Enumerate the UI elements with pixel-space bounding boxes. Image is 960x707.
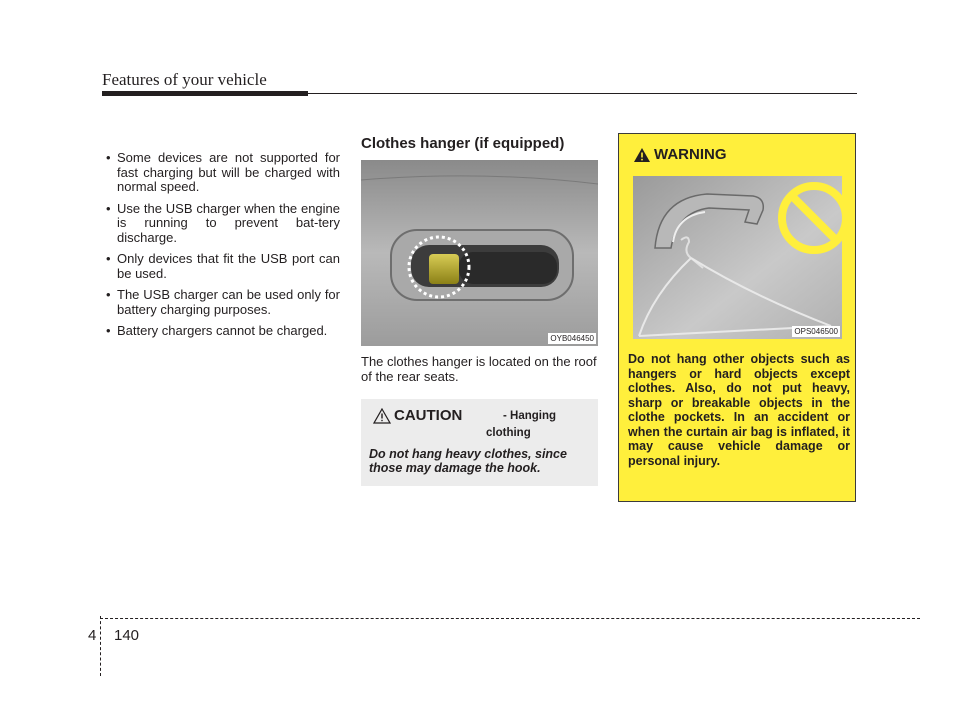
caution-text: Do not hang heavy clothes, since those may damage the hook. — [369, 447, 567, 475]
usb-note-item: • Use the USB charger when the engine is running to prevent bat-tery discharge. — [102, 202, 340, 246]
page-number: 140 — [114, 627, 140, 644]
footer-divider — [100, 616, 101, 676]
hanger-on-hook-illustration — [633, 176, 842, 339]
warning-text: Do not hang other objects such as hangers or hard objects except clothes. Also, do not put heavy, sharp or breakable objects in the clothe pockets. In an accident or when the curtain air bag is inflated, it may cause vehicle damage or personal injury. — [628, 352, 850, 468]
usb-note-item: • The USB charger can be used only for battery charging purposes. — [102, 288, 340, 317]
photo-code: OPS046500 — [794, 327, 838, 336]
chapter-number: 4 — [88, 627, 97, 644]
warning-triangle-icon — [633, 147, 651, 163]
footer-rule — [100, 618, 920, 619]
caution-subtitle: clothing — [486, 427, 531, 439]
section-title: Clothes hanger (if equipped) — [361, 135, 565, 152]
caution-box — [361, 399, 598, 486]
clothes-hanger-illustration — [361, 160, 598, 346]
warning-box — [618, 133, 856, 502]
usb-note-item: • Battery chargers cannot be charged. — [102, 324, 340, 339]
caution-triangle-icon — [373, 408, 391, 424]
caution-subtitle: - Hanging — [503, 410, 557, 422]
clothes-hanger-photo — [361, 160, 598, 346]
page-header-title: Features of your vehicle — [102, 70, 267, 89]
usb-note-item: • Only devices that fit the USB port can be used. — [102, 252, 340, 281]
clothes-hanger-description: The clothes hanger is located on the roof of the rear seats. — [361, 354, 597, 384]
photo-code: OYB046450 — [550, 334, 594, 343]
header-rule — [102, 93, 857, 94]
usb-note-item: • Some devices are not supported for fast charging but will be charged with normal speed. — [102, 151, 340, 195]
warning-label: WARNING — [654, 146, 727, 163]
caution-label: CAUTION — [394, 407, 463, 424]
usb-notes-list — [102, 151, 340, 346]
warning-photo — [633, 176, 842, 339]
